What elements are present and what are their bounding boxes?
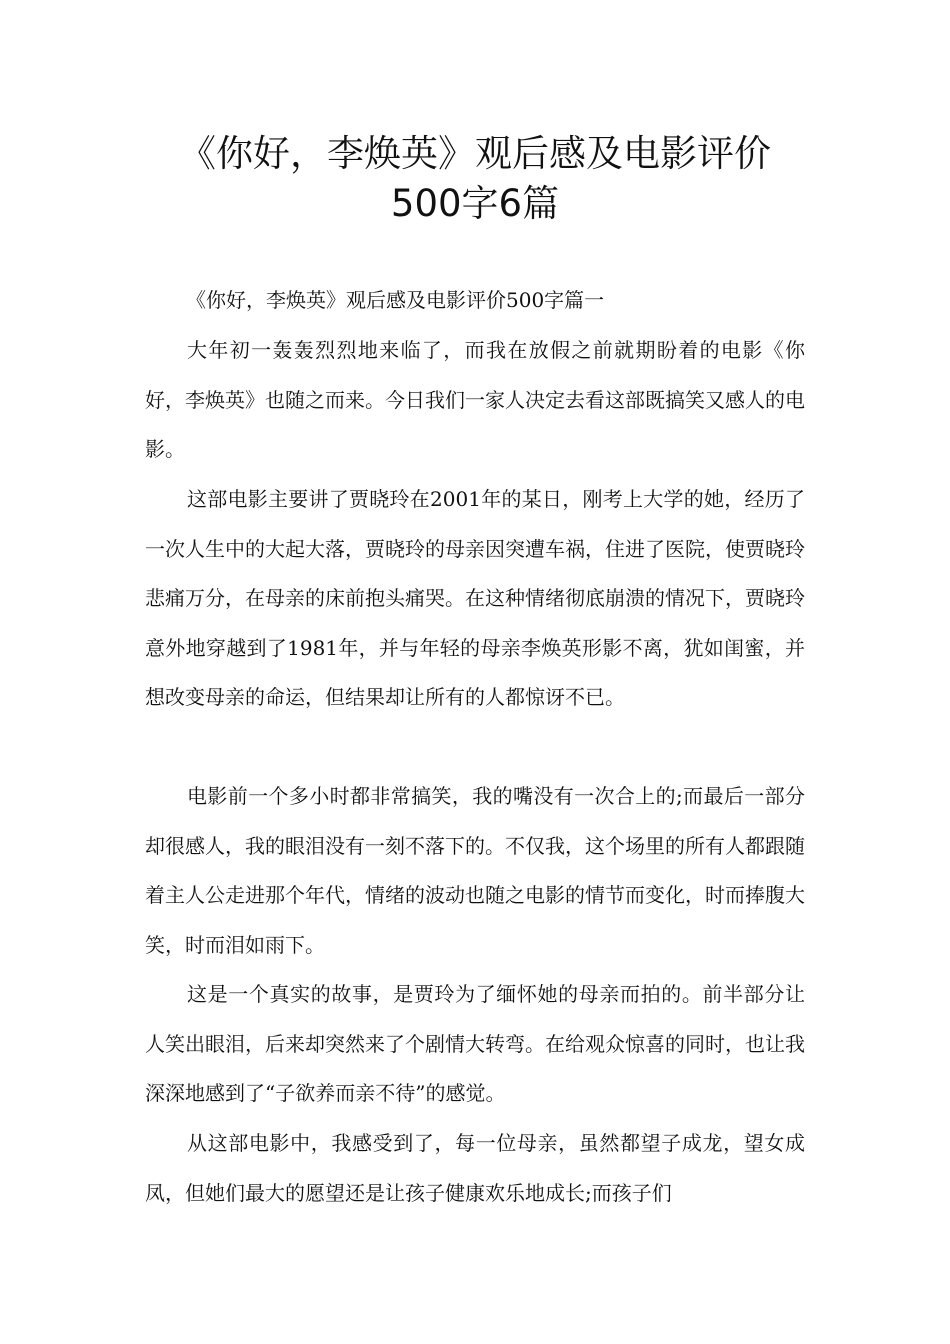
paragraph-4: 这是一个真实的故事，是贾玲为了缅怀她的母亲而拍的。前半部分让人笑出眼泪，后来却突然来了个剧情大转弯。在给观众惊喜的同时，也让我深深地感到了“子欲养而亲不待”的感觉。 [145,982,805,1105]
section-heading: 《你好，李焕英》观后感及电影评价500字篇一 [186,288,605,312]
paragraph-3: 电影前一个多小时都非常搞笑，我的嘴没有一次合上的;而最后一部分却很感人，我的眼泪没有一刻不落下的。不仅我，这个场里的所有人都跟随着主人公走进那个年代，情绪的波动也随之电影的情节而变化，时而捧腹大笑，时而泪如雨下。 [145,784,805,957]
document-title-line-2: 500字6篇 [390,182,560,225]
document-title-line-1: 《你好，李焕英》观后感及电影评价 [179,132,771,175]
paragraph-5: 从这部电影中，我感受到了，每一位母亲，虽然都望子成龙，望女成凤，但她们最大的愿望还是让孩子健康欢乐地成长;而孩子们 [145,1131,805,1205]
paragraph-2: 这部电影主要讲了贾晓玲在2001年的某日，刚考上大学的她，经历了一次人生中的大起大落，贾晓玲的母亲因突遭车祸，住进了医院，使贾晓玲悲痛万分，在母亲的床前抱头痛哭。在这种情绪彻底崩溃的情况下，贾晓玲意外地穿越到了1981年，并与年轻的母亲李焕英形影不离，犹如闺蜜，并想改变母亲的命运，但结果却让所有的人都惊讶不已。 [145,487,805,709]
paragraph-1: 大年初一轰轰烈烈地来临了，而我在放假之前就期盼着的电影《你好，李焕英》也随之而来。今日我们一家人决定去看这部既搞笑又感人的电影。 [145,338,805,461]
